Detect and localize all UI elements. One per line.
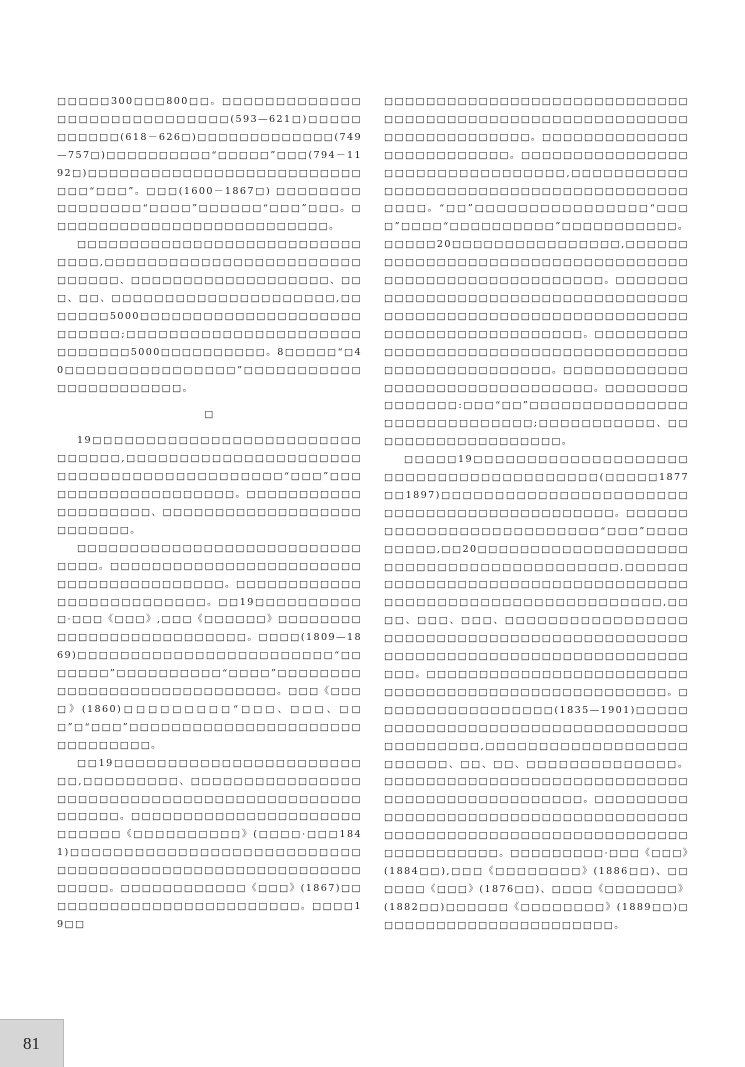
right-column	[384, 93, 689, 935]
left-column	[57, 93, 362, 934]
paragraph: □□19□□□□□□□□□□□□□□□□□□□□□□□□□,□□□□□□□□□、□□□□□□□□□□□□□□□□□□□□□□□□□□□□□□□□□□□□□□□□□□□□□□□□□□□。□□□□□□□□□□□□□□□□□□□□□□□□□□□□《□□□□□□□□□□》(□□□□·□□□1841)□□□□□□□□□□□□□□□□□□□□□□□□□□□□□□□□□□□□□□□□□□□□□□□□□□□□□□□□□□□□□。□□□□□□□□□□□□《□□□》(1867)□□□□□□□□□□□□□□□□□□□□□□□□□。□□□□19□□	[57, 757, 362, 930]
paragraph: □□□□□□□□□□□□□□□□□□□□□□□□□□□□□□□□□□□□□□□□□□□□□□□□□□□□□□□□□□□□□□□□□□□□□□□□。□□□□□□□□□□□□□□□□□□□□□□□□□□。□□□□□□□□□□□□□□□□□□□□□□□□□□□□□□□□□,□□□□□□□□□□□□□□□□□□□□□□□□□□□□□□□□□□□□□□□□□□□□。“□□”□□□□□□□□□□□□□□□□“□□□□”□□□□“□□□□□□□□□□”□□□□□□□□□□□。□□□□□20□□□□□□□□□□□□□□□□,□□□□□□□□□□□□□□□□□□□□□□□□□□□□□□□□□□□□□□□□□□□□□□□□□□□□□□□□。□□□□□□□□□□□□□□□□□□□□□□□□□□□□□□□□□□□□□□□□□□□□□□□□□□□□□□□□□□□□□□□□□□□□□□□□□□□□□□□□□□□□。□□□□□□□□□□□□□□□□□□□□□□□□□□□□□□□□□□□□□□□□□□□□□□□□□□□□□□。□□□□□□□□□□□□□□□□□□□□□□□□□□□□□□□□。□□□□□□□□□□□□□□□:□□□“□□”□□□□□□□□□□□□□□□□□□□□□□□□□□□□□;□□□□□□□□□□□、□□□□□□□□□□□□□□□□□□□。	[384, 96, 689, 448]
page-number	[0, 1019, 64, 1067]
paragraph: □□□□□300□□□800□□。□□□□□□□□□□□□□□□□□□□□□□□□□□□□□(593—621□)□□□□□□□□□□□(618－626□)□□□□□□□□□□□□□(749—757□)□□□□□□□□□□“□□□□□”□□□(794－1192□)□□□□□□□□□□□□□□□□□□□□□□□□□□□□□“□□□”。□□□(1600－1867□) □□□□□□□□□□□□□□□□“□□□□”□□□□□□“□□□”□□□。□□□□□□□□□□□□□□□□□□□□□□□□□□□。	[57, 96, 362, 233]
paragraph: □□□□□□□□□□□□□□□□□□□□□□□□□□□□□□□。□□□□□□□□□□□□□□□□□□□□□□□□□□□□□□□□□□□□□□□□。□□□□□□□□□□□□□□□□□□□□□□□□□□。□□19□□□□□□□□□□□·□□□《□□□》,□□□《□□□□□□》□□□□□□□□□□□□□□□□□□□□□□□□□□。□□□□(1809—1869)□□□□□□□□□□□□□□□□□□□□□□□□“□□□□□□□”□□□□□□□□□□“□□□□”□□□□□□□□□□□□□□□□□□□□□□□□□□□□□。□□□《□□□□》(1860)□□□□□□□□□“□□□、□□□、□□□”□“□□□”□□□□□□□□□□□□□□□□□□□□□□□□□□□□□□□。	[57, 542, 362, 751]
paragraph: □□□□□□□□□□□□□□□□□□□□□□□□□□□□□□□,□□□□□□□□□□□□□□□□□□□□□□□□□□□□□□、□□□□□□□□□□□□□□□□□□□、□□□、□□、□□□□□□□□□□□□□□□□□□□□□,□□□□□□□5000□□□□□□□□□□□□□□□□□□□□□□□□□□□;□□□□□□□□□□□□□□□□□□□□□□□□□□□□□5000□□□□□□□□□□。8□□□□□“□40□□□□□□□□□□□□□□□□”□□□□□□□□□□□□□□□□□□□□□□□。	[57, 239, 362, 394]
section-marker: □	[204, 409, 215, 421]
paragraph: □□□□□19□□□□□□□□□□□□□□□□□□□□□□□□□□□□□□□□□□□□□□□□(□□□□□1877□□1897)□□□□□□□□□□□□□□□□□□□□□□□□□□□□□□□□□□□□□□□□□□□□□。□□□□□□□□□□□□□□□□□□□□□□□□□□“□□□”□□□□□□□□□,□□20□□□□□□□□□□□□□□□□□□□□□□□□□□□□□□□□□□□□□□□□□□,□□□□□□□□□□□□□□□□□□□□□□□□□□□□□□□□□□□□□□□□□□□□□□□□□□□□□□□□□□□□□,□□□□、□□□、□□□、□□□□□□□□□□□□□□□□□□□□□□□□□□□□□□□□□□□□□□□□□□□□□□□□□□□□□□□□□□□□□□□□□□□□□□□□□□□□□□。□□□□□□□□□□□□□□□□□□□□□□□□□□□□□□□□□□□□□□□□□□□□□□□□□□□□。□□□□□□□□□□□□□□□□□(1835—1901)□□□□□□□□□□□□□□□□□□□□□□□□□□□□□□□□□□□□□□□□□□□,□□□□□□□□□□□□□□□□□□□□□□□□□、□□、□□、□□□□□□□□□□□□□□。□□□□□□□□□□□□□□□□□□□□□□□□□□□□□□□□□□□□□□□□□□□□□□□□。□□□□□□□□□□□□□□□□□□□□□□□□□□□□□□□□□□□□□□□□□□□□□□□□□□□□□□□□□□□□□□□□□□□□□□□□□□□□□□。□□□□□□□□□·□□□《□□□》(1884□□),□□□《□□□□□□□□》(1886□□)、□□□□□□《□□□》(1876□□)、□□□□《□□□□□□□》(1882□□)□□□□□□《□□□□□□□□》(1889□□)□□□□□□□□□□□□□□□□□□□□□□□。	[384, 454, 689, 931]
paragraph: 19□□□□□□□□□□□□□□□□□□□□□□□□□□□□□□□,□□□□□□□□□□□□□□□□□□□□□□□□□□□□□□□□□□□□□□□□□□□“□□□”□□□□□□□□□□□□□□□□□□□□。□□□□□□□□□□□□□□□□□□□□、□□□□□□□□□□□□□□□□□□□□□□□□□□。	[57, 435, 362, 536]
page-number-label: 81	[23, 1033, 40, 1053]
